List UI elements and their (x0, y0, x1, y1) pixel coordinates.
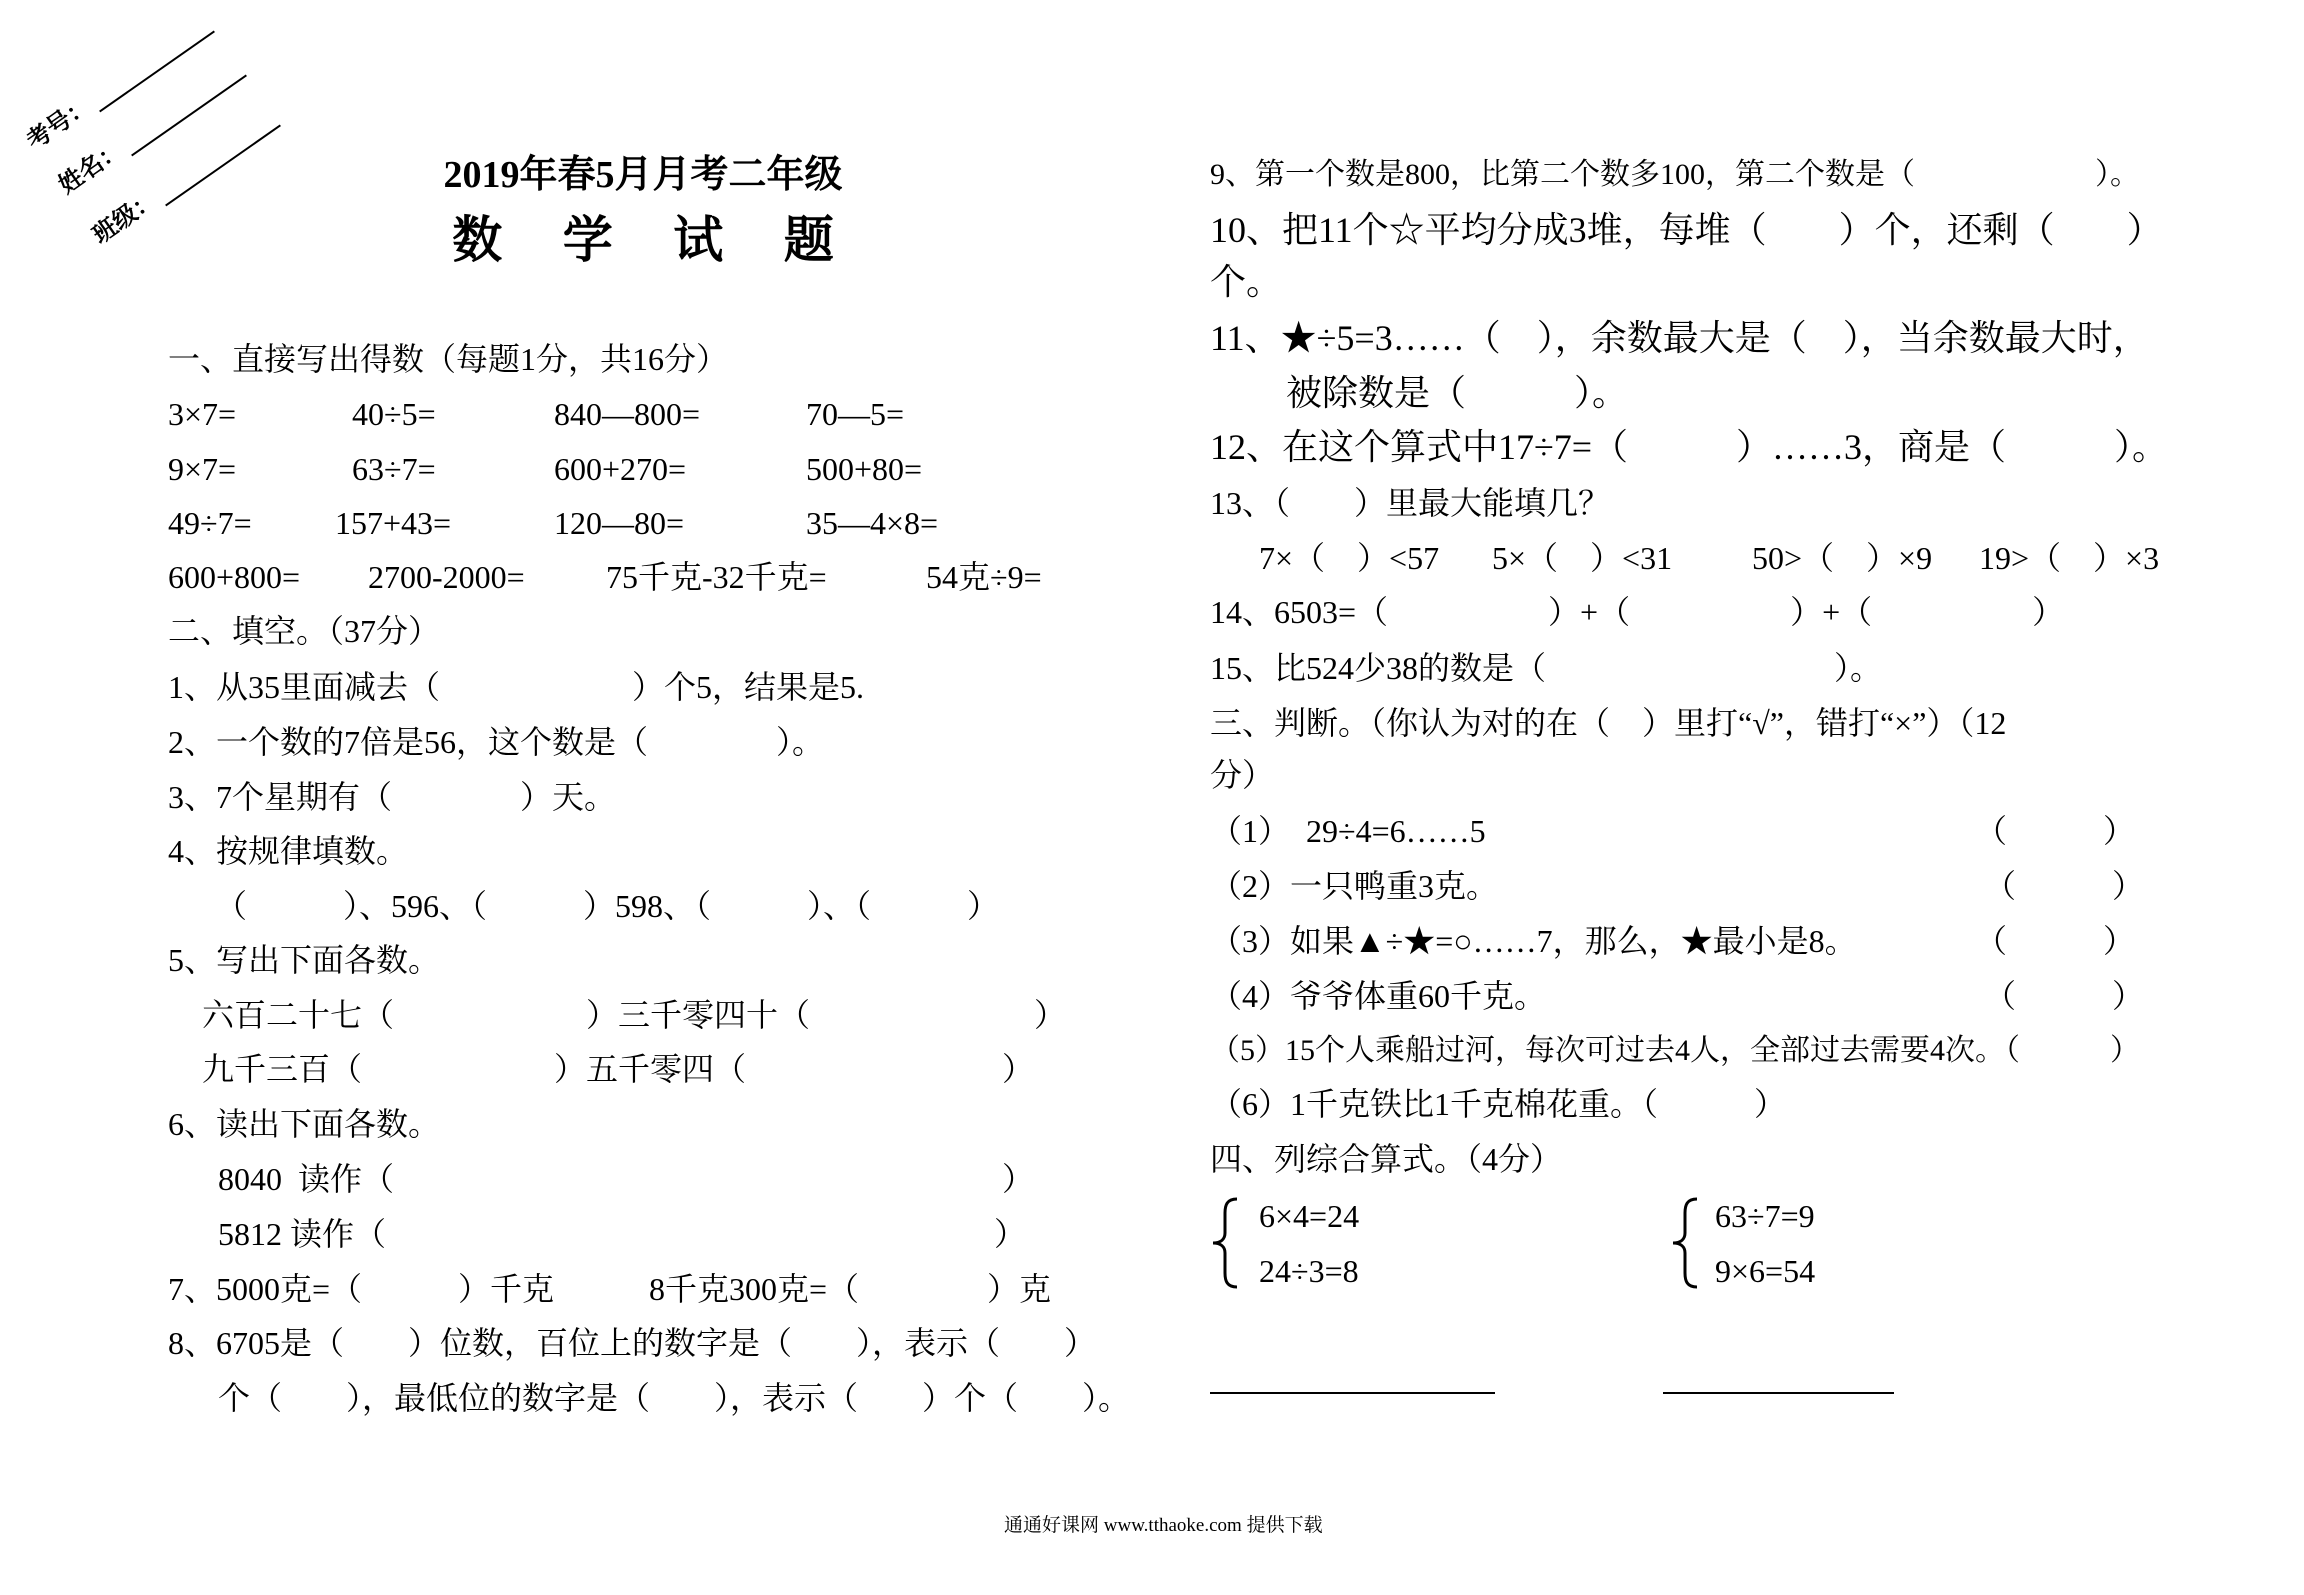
question-4-prompt: 4、按规律填数。 (168, 833, 409, 869)
judgement-line (1210, 1036, 2140, 1066)
question-2: 2、一个数的7倍是56，这个数是（ ）。 (168, 724, 825, 760)
section2-heading: 二、填空。（37分） (168, 613, 441, 649)
question-13-item: 7×（ ）<57 (1259, 540, 1440, 576)
equation: 24÷3=8 (1259, 1253, 1359, 1289)
answer-line (1663, 1392, 1894, 1394)
equation: 63÷7=9 (1715, 1198, 1815, 1234)
calc-item: 35—4×8= (806, 505, 939, 541)
answer-line (1210, 1392, 1495, 1394)
judgement-statement: （1） 29÷4=6……5 (1210, 813, 1486, 849)
question-5-line: 九千三百（ ）五千零四（ ） (202, 1051, 1035, 1087)
calc-item: 120—80= (554, 505, 685, 541)
question-13-item: 5×（ ）<31 (1492, 540, 1673, 576)
question-1: 1、从35里面减去（ ）个5，结果是5. (168, 669, 865, 705)
question-13-item: 50>（ ）×9 (1752, 540, 1933, 576)
calc-item: 600+270= (554, 451, 687, 487)
question-9: 9、第一个数是800，比第二个数多100，第二个数是（ ）。 (1210, 158, 2140, 191)
section3-heading-cont: 分） (1210, 757, 1275, 793)
calc-item: 500+80= (806, 451, 923, 487)
question-11-line: 11、★÷5=3……（ ），余数最大是（ ），当余数最大时， (1210, 318, 2149, 358)
calc-item: 63÷7= (352, 451, 436, 487)
question-3: 3、7个星期有（ ）天。 (168, 779, 617, 815)
calc-item: 840—800= (554, 396, 701, 432)
section3-heading: 三、判断。（你认为对的在（ ）里打“√”，错打“×”）（12 (1210, 705, 2007, 741)
calc-item: 600+800= (168, 559, 301, 595)
calc-item: 157+43= (335, 505, 452, 541)
question-11-line: 被除数是（ ）。 (1286, 373, 1629, 413)
calc-item: 70—5= (806, 396, 905, 432)
name-label: 姓名： (54, 136, 129, 200)
question-7-part1: 7、5000克=（ ）千克 (168, 1271, 555, 1307)
question-14: 14、6503=（ ）+（ ）+（ ） (1210, 594, 2065, 630)
question-8-line: 8、6705是（ ）位数，百位上的数字是（ ），表示（ ） (168, 1325, 1097, 1361)
question-5-prompt: 5、写出下面各数。 (168, 942, 441, 978)
judgement-line (1210, 1088, 1786, 1120)
question-8-line: 个（ ），最低位的数字是（ ），表示（ ）个（ ）。 (218, 1380, 1131, 1416)
calc-item: 2700-2000= (368, 559, 525, 595)
judgement-answer-blank: （ ） (1984, 978, 2145, 1014)
footer-credit: 通通好课网 www.tthaoke.com 提供下载 (1004, 1515, 1323, 1536)
equation: 6×4=24 (1259, 1198, 1360, 1234)
calc-item: 40÷5= (352, 396, 436, 432)
judgement-answer-blank: （ ） (1984, 868, 2145, 904)
question-4-sequence: （ ）、596、（ ）598、（ ）、（ ） (215, 888, 1000, 924)
section4-heading: 四、列综合算式。（4分） (1210, 1141, 1563, 1177)
judgement-answer-blank: （ ） (2005, 1034, 2140, 1067)
question-15: 15、比524少38的数是（ ）。 (1210, 650, 1883, 686)
exam-subtitle: 数 学 试 题 (452, 212, 858, 268)
question-13-item: 19>（ ）×3 (1979, 540, 2160, 576)
judgement-answer-blank: （ ） (1975, 813, 2136, 849)
class-label: 班级： (88, 186, 163, 250)
question-10-line: 个。 (1210, 262, 1283, 302)
judgement-statement: （3）如果▲÷★=○……7，那么，★最小是8。 (1210, 923, 1857, 959)
question-13-prompt: 13、（ ）里最大能填几？ (1210, 485, 1611, 521)
judgement-statement: （2）一只鸭重3克。 (1210, 868, 1499, 904)
judgement-statement: （5）15个人乘船过河，每次可过去4人，全部过去需要4次。 (1210, 1034, 2005, 1067)
question-7-part2: 8千克300克=（ ）克 (649, 1271, 1052, 1307)
question-5-line: 六百二十七（ ）三千零四十（ ） (202, 997, 1067, 1033)
equation: 9×6=54 (1715, 1253, 1816, 1289)
left-brace-icon (1208, 1196, 1242, 1290)
question-6-prompt: 6、读出下面各数。 (168, 1106, 441, 1142)
calc-item: 49÷7= (168, 505, 252, 541)
exam-number-label: 考号： (22, 92, 97, 156)
calc-item: 75千克-32千克= (606, 559, 827, 595)
left-brace-icon (1668, 1196, 1702, 1290)
section1-heading: 一、直接写出得数（每题1分，共16分） (168, 341, 729, 377)
calc-item: 3×7= (168, 396, 237, 432)
calc-item: 54克÷9= (926, 559, 1042, 595)
question-12: 12、在这个算式中17÷7=（ ）……3，商是（ ）。 (1210, 427, 2169, 467)
question-6-line: 8040 读作（ ） (218, 1161, 1035, 1197)
exam-title: 2019年春5月月考二年级 (443, 154, 843, 196)
judgement-answer-blank: （ ） (1642, 1086, 1787, 1122)
question-6-line: 5812 读作（ ） (218, 1216, 1027, 1252)
calc-item: 9×7= (168, 451, 237, 487)
judgement-statement: （6）1千克铁比1千克棉花重。 (1210, 1086, 1643, 1122)
judgement-answer-blank: （ ） (1975, 923, 2136, 959)
judgement-statement: （4）爷爷体重60千克。 (1210, 978, 1547, 1014)
question-10-line: 10、把11个☆平均分成3堆，每堆（ ）个，还剩（ ） (1210, 210, 2163, 250)
